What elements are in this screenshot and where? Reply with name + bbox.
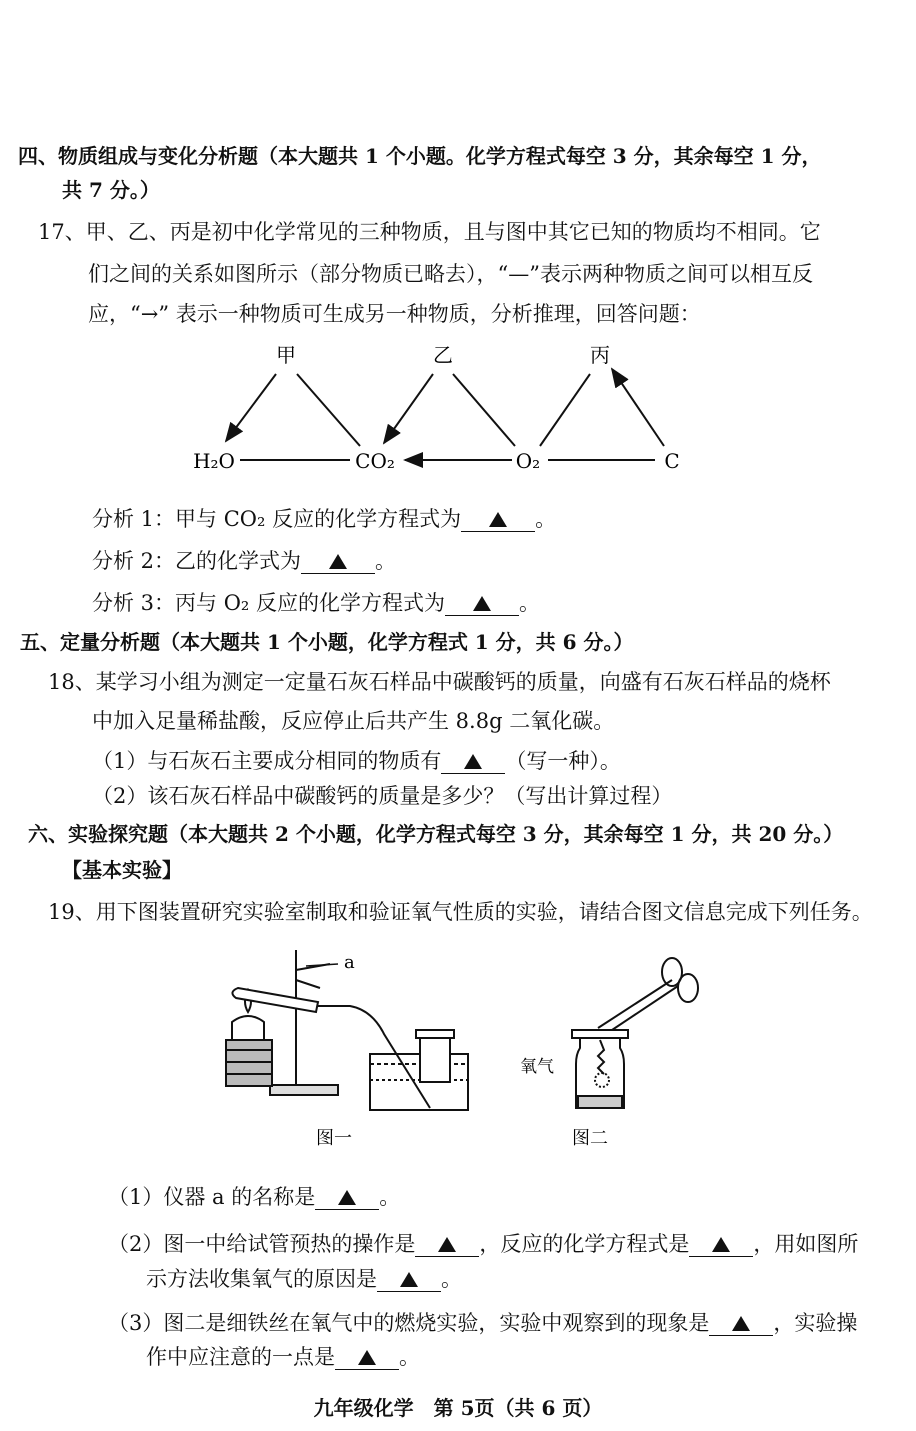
- q19-sub2-end: ，用如图所: [753, 1232, 859, 1256]
- q19-sub2: [108, 1233, 858, 1257]
- triangle-icon: [400, 1272, 418, 1287]
- q19-sub2-mid: ，反应的化学方程式是: [479, 1232, 690, 1256]
- node-jia: 甲: [276, 343, 296, 367]
- triangle-icon: [438, 1237, 456, 1252]
- node-c: C: [664, 449, 680, 473]
- q17-line2: 们之间的关系如图所示（部分物质已略去），“—”表示两种物质之间可以相互反: [88, 262, 813, 286]
- triangle-icon: [473, 596, 491, 611]
- arrow-yi-co2: [384, 374, 433, 443]
- analysis2-answer-blank[interactable]: [301, 550, 375, 574]
- q19-sub2-answer-blank-3[interactable]: [377, 1268, 441, 1292]
- arrow-jia-h2o: [226, 374, 276, 441]
- node-o2: O₂: [515, 449, 541, 473]
- figure1-oxygen-generation-apparatus: [226, 950, 468, 1110]
- section4-heading-line1: 四、物质组成与变化分析题（本大题共 1 个小题。化学方程式每空 3 分，其余每空 1 分，: [18, 144, 822, 168]
- node-bing: 丙: [590, 343, 610, 367]
- q19-sub3-line2: [146, 1346, 420, 1370]
- analysis1-end: 。: [535, 507, 557, 531]
- q19-sub3b-end: 。: [399, 1345, 420, 1369]
- section4-heading-line2: 共 7 分。）: [62, 178, 160, 202]
- q18-line2: 中加入足量稀盐酸，反应停止后共产生 8.8g 二氧化碳。: [92, 709, 615, 733]
- q18-sub1: [92, 750, 621, 774]
- figure1-label-a: a: [344, 952, 355, 973]
- node-h2o: H₂O: [193, 449, 235, 473]
- node-yi: 乙: [433, 343, 453, 367]
- node-co2: CO₂: [355, 449, 395, 473]
- line-jia-co2: [297, 374, 360, 446]
- q19-sub2-text: （2）图一中给试管预热的操作是: [108, 1232, 416, 1256]
- line-bing-o2: [540, 374, 590, 446]
- q19-sub2-answer-blank-1[interactable]: [415, 1233, 479, 1257]
- triangle-icon: [464, 754, 482, 769]
- q19-sub2-answer-blank-2[interactable]: [689, 1233, 753, 1257]
- q19-apparatus-figures: [0, 930, 916, 1160]
- arrow-c-bing: [612, 369, 664, 446]
- triangle-icon: [338, 1190, 356, 1205]
- triangle-icon: [712, 1237, 730, 1252]
- line-yi-o2: [453, 374, 515, 446]
- analysis3-answer-blank[interactable]: [445, 592, 519, 616]
- triangle-icon: [489, 512, 507, 527]
- figure2-caption: 图二: [572, 1128, 608, 1149]
- q17-analysis2: [92, 550, 396, 574]
- figure2-oxygen-label: 氧气: [520, 1057, 554, 1077]
- q18-line1: 18、某学习小组为测定一定量石灰石样品中碳酸钙的质量，向盛有石灰石样品的烧杯: [48, 670, 831, 694]
- triangle-icon: [732, 1316, 750, 1331]
- q19-sub2b-end: 。: [441, 1267, 462, 1291]
- analysis1-text: 分析 1：甲与 CO₂ 反应的化学方程式为: [92, 507, 462, 531]
- q19-sub3-text: （3）图二是细铁丝在氧气中的燃烧实验，实验中观察到的现象是: [108, 1311, 710, 1335]
- q19-sub1-end: 。: [379, 1185, 401, 1209]
- section6-basic-experiment: 【基本实验】: [62, 858, 182, 882]
- q19-sub3: [108, 1312, 857, 1336]
- q17-line3: 应，“→” 表示一种物质可生成另一种物质，分析推理，回答问题：: [88, 302, 701, 326]
- q18-sub2: （2）该石灰石样品中碳酸钙的质量是多少？（写出计算过程）: [92, 784, 673, 808]
- q19-sub3-end: ，实验操: [773, 1311, 858, 1335]
- analysis2-text: 分析 2：乙的化学式为: [92, 549, 302, 573]
- triangle-icon: [329, 554, 347, 569]
- q18-sub1-end: （写一种）。: [505, 749, 621, 773]
- q19-sub1: [108, 1186, 400, 1210]
- section6-heading: 六、实验探究题（本大题共 2 个小题，化学方程式每空 3 分，其余每空 1 分，共 20 分。）: [28, 822, 844, 846]
- analysis1-answer-blank[interactable]: [461, 508, 535, 532]
- q19-sub2b-text: 示方法收集氧气的原因是: [146, 1267, 377, 1291]
- q19-sub3b-text: 作中应注意的一点是: [146, 1345, 335, 1369]
- page-footer: 九年级化学 第 5页（共 6 页）: [313, 1396, 603, 1420]
- figure1-caption: 图一: [316, 1128, 352, 1149]
- analysis3-text: 分析 3：丙与 O₂ 反应的化学方程式为: [92, 591, 446, 615]
- q17-relationship-diagram: [0, 0, 916, 500]
- q19-sub2-line2: [146, 1268, 462, 1292]
- q19-line1: 19、用下图装置研究实验室制取和验证氧气性质的实验，请结合图文信息完成下列任务。: [48, 900, 873, 924]
- q17-analysis1: [92, 508, 556, 532]
- section5-heading: 五、定量分析题（本大题共 1 个小题，化学方程式 1 分，共 6 分。）: [20, 630, 634, 654]
- analysis2-end: 。: [375, 549, 397, 573]
- q17-analysis3: [92, 592, 540, 616]
- analysis3-end: 。: [519, 591, 541, 615]
- q19-sub1-answer-blank[interactable]: [315, 1186, 379, 1210]
- q19-sub1-text: （1）仪器 a 的名称是: [108, 1185, 316, 1209]
- triangle-icon: [358, 1350, 376, 1365]
- q17-line1: 17、甲、乙、丙是初中化学常见的三种物质，且与图中其它已知的物质均不相同。它: [38, 220, 821, 244]
- q19-sub3-answer-blank-2[interactable]: [335, 1346, 399, 1370]
- q18-sub1-text: （1）与石灰石主要成分相同的物质有: [92, 749, 442, 773]
- figure2-iron-wire-combustion: [572, 958, 698, 1108]
- q19-sub3-answer-blank-1[interactable]: [709, 1312, 773, 1336]
- q18-sub1-answer-blank[interactable]: [441, 750, 505, 774]
